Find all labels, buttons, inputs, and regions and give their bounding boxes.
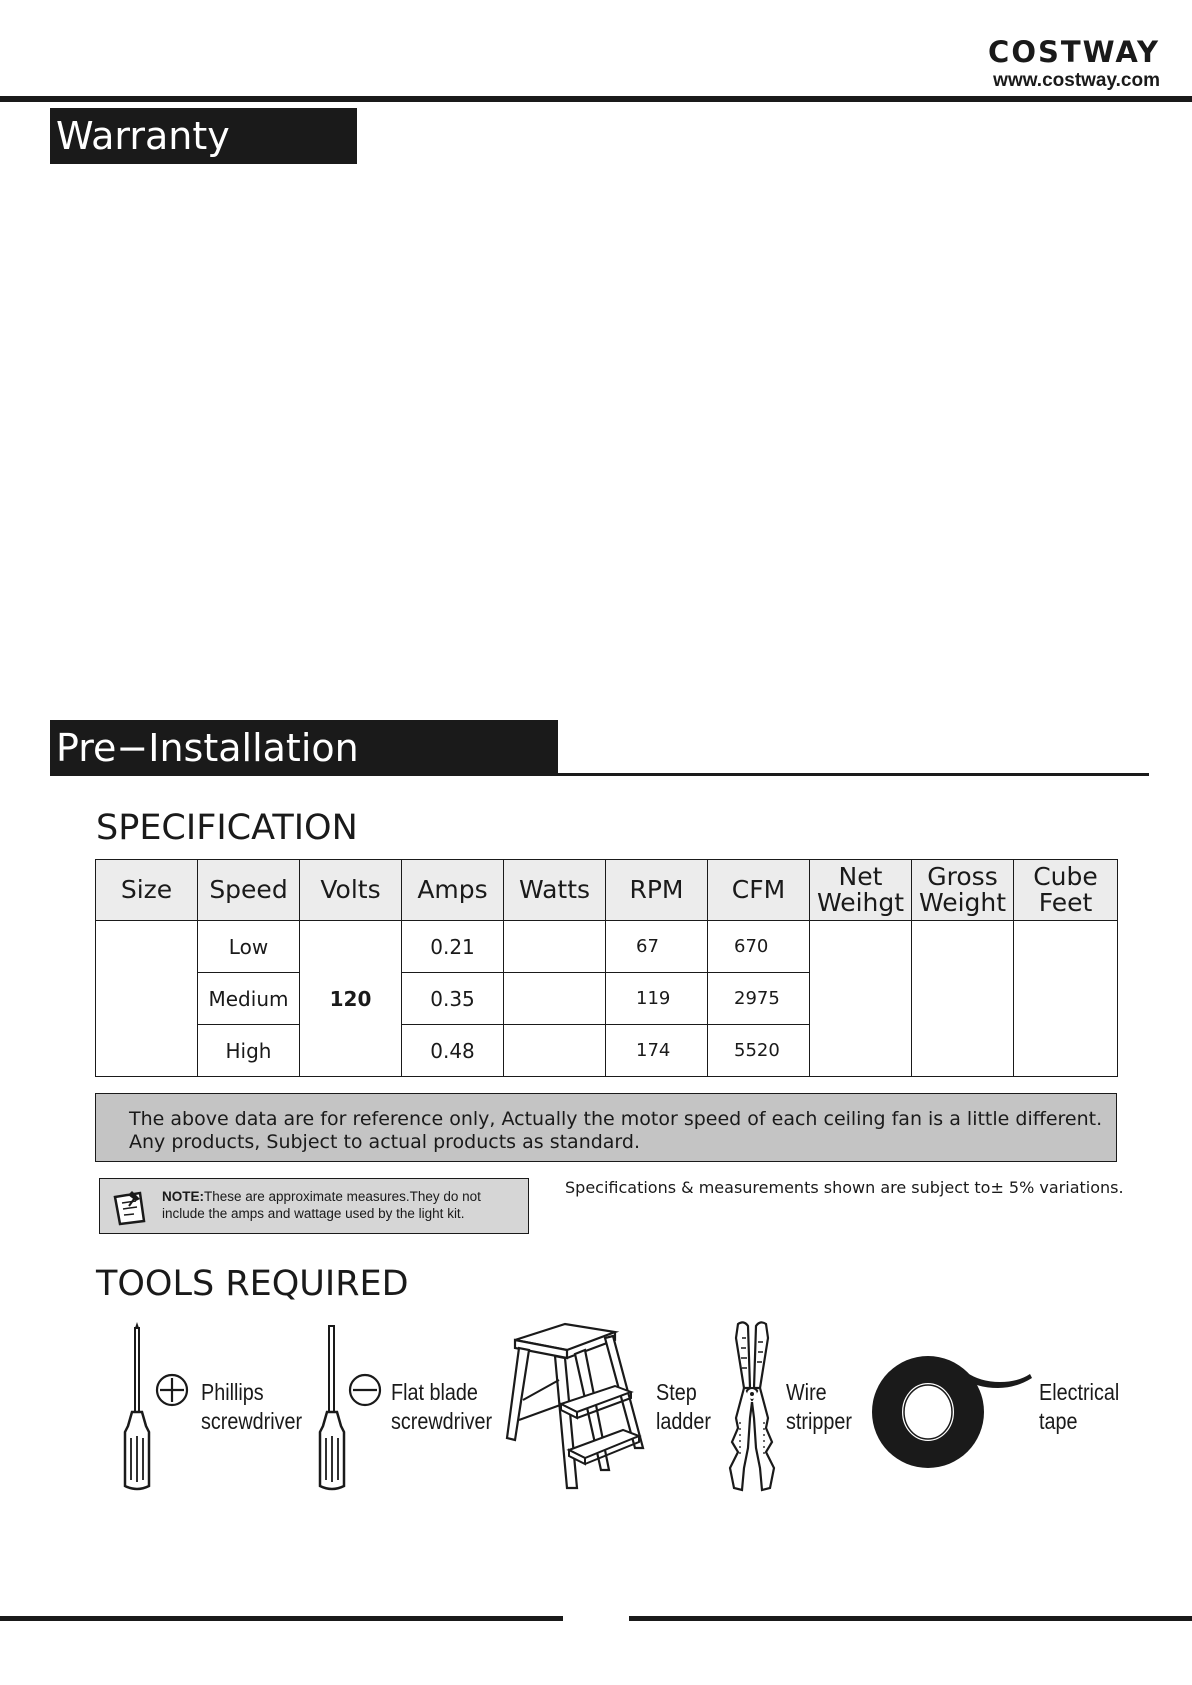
tool-tape-line2: tape (1039, 1408, 1078, 1434)
cell-watts (504, 1025, 606, 1077)
tool-flat-line1: Flat blade (391, 1379, 478, 1405)
phillips-screwdriver-icon (118, 1320, 198, 1492)
tool-ladder-line1: Step (656, 1379, 697, 1405)
header-net-weight-line1: Net (838, 862, 883, 891)
tool-ladder-label (656, 1378, 711, 1436)
flat-screwdriver-icon (313, 1320, 383, 1492)
header-gross-weight (912, 860, 1014, 921)
tool-tape-line1: Electrical (1039, 1379, 1120, 1405)
cell-volts: 120 (300, 921, 402, 1077)
cell-rpm: 67 (606, 921, 708, 973)
cell-net-weight (810, 921, 912, 1077)
reference-note (95, 1093, 1117, 1162)
header-gross-weight-line1: Gross (927, 862, 998, 891)
costway-logo (988, 35, 1160, 92)
cell-rpm: 174 (606, 1025, 708, 1077)
pre-installation-rule (558, 773, 1149, 776)
specification-title: SPECIFICATION (96, 808, 358, 848)
tool-ladder-line2: ladder (656, 1408, 711, 1434)
specification-table (95, 859, 1118, 1077)
electrical-tape-icon (870, 1348, 1035, 1478)
cell-cube-feet (1014, 921, 1118, 1077)
note-text (162, 1188, 522, 1222)
header-size: Size (96, 860, 198, 921)
cell-cfm: 2975 (708, 973, 810, 1025)
brand-url: www.costway.com (993, 70, 1160, 91)
header-volts: Volts (300, 860, 402, 921)
cell-rpm: 119 (606, 973, 708, 1025)
footer-rule-right (629, 1616, 1192, 1621)
note-label: NOTE: (162, 1189, 204, 1204)
header-cube-feet (1014, 860, 1118, 921)
cell-amps: 0.35 (402, 973, 504, 1025)
header-cube-feet-line1: Cube (1033, 862, 1098, 891)
cell-gross-weight (912, 921, 1014, 1077)
tool-flat-line2: screwdriver (391, 1408, 493, 1434)
table-row (96, 921, 1118, 973)
cell-size (96, 921, 198, 1077)
cell-watts (504, 921, 606, 973)
header-rpm: RPM (606, 860, 708, 921)
header-cube-feet-line2: Feet (1038, 888, 1093, 917)
tool-stripper-line1: Wire (786, 1379, 827, 1405)
pre-installation-banner: Pre−Installation (50, 720, 558, 776)
cell-amps: 0.21 (402, 921, 504, 973)
cell-speed: Low (198, 921, 300, 973)
cell-amps: 0.48 (402, 1025, 504, 1077)
cell-cfm: 5520 (708, 1025, 810, 1077)
note-body: These are approximate measures.They do not include the amps and wattage used by the light kit. (162, 1189, 481, 1221)
variation-note: Specifications & measurements shown are subject to± 5% variations. (565, 1178, 1124, 1197)
tool-stripper-label (786, 1378, 852, 1436)
reference-note-line1: The above data are for reference only, Actually the motor speed of each ceiling fan is a little different. (129, 1108, 1103, 1130)
step-ladder-icon (505, 1320, 650, 1495)
reference-note-line2: Any products, Subject to actual products as standard. (129, 1131, 641, 1153)
header-rule (0, 96, 1192, 102)
tool-stripper-line2: stripper (786, 1408, 852, 1434)
note-box (99, 1178, 529, 1234)
footer-rule-left (0, 1616, 563, 1621)
header-watts: Watts (504, 860, 606, 921)
header-amps: Amps (402, 860, 504, 921)
cell-speed: Medium (198, 973, 300, 1025)
tool-tape-label (1039, 1378, 1119, 1436)
brand-name: COSTWAY (988, 35, 1160, 69)
wire-stripper-icon (722, 1318, 782, 1494)
note-pin-icon (110, 1187, 150, 1227)
header-net-weight-line2: Weihgt (816, 888, 905, 917)
tool-flat-label (391, 1378, 492, 1436)
header-cfm: CFM (708, 860, 810, 921)
tool-phillips-line1: Phillips (201, 1379, 264, 1405)
warranty-banner: Warranty (50, 108, 357, 164)
header-gross-weight-line2: Weight (918, 888, 1007, 917)
tool-phillips-line2: screwdriver (201, 1408, 303, 1434)
cell-speed: High (198, 1025, 300, 1077)
header-net-weight (810, 860, 912, 921)
table-header-row (96, 860, 1118, 921)
tool-phillips-label (201, 1378, 302, 1436)
header-speed: Speed (198, 860, 300, 921)
cell-watts (504, 973, 606, 1025)
tools-required-title: TOOLS REQUIRED (96, 1264, 409, 1304)
cell-cfm: 670 (708, 921, 810, 973)
